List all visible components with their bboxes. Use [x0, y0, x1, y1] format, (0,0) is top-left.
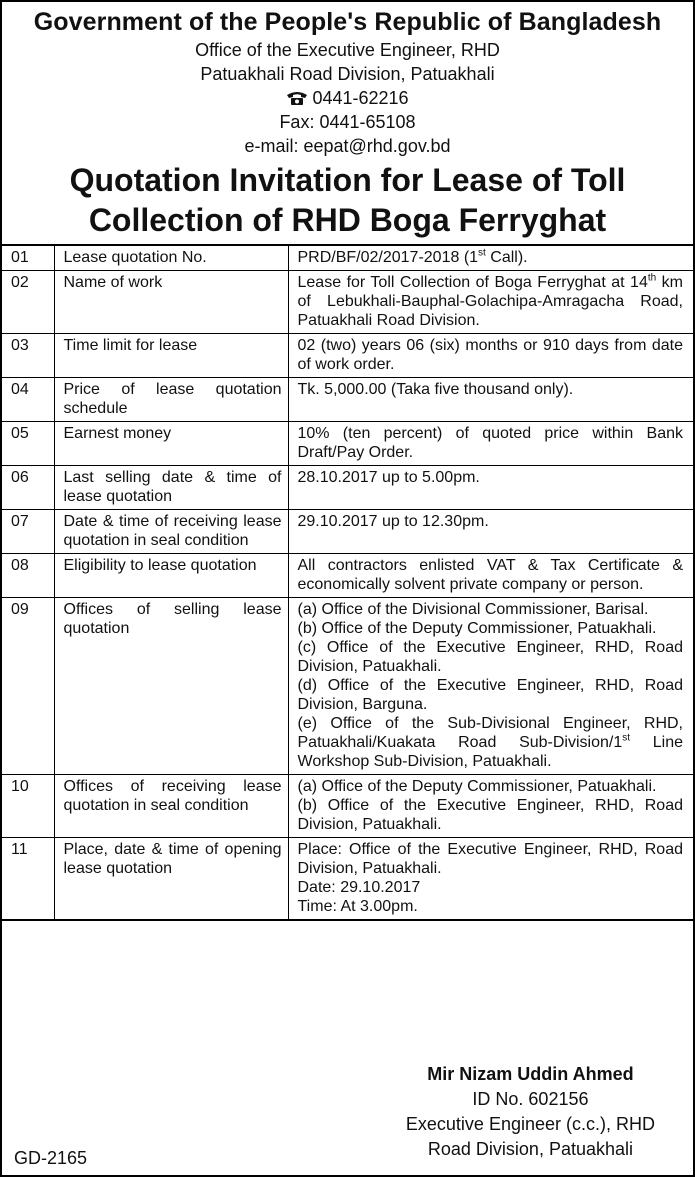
value-text: PRD/BF/02/2017-2018 (1 [297, 249, 479, 266]
table-row [2, 271, 693, 334]
row-value [288, 838, 693, 921]
row-number: 03 [2, 334, 54, 378]
row-label: Last selling date & time of lease quotation [54, 466, 288, 510]
row-label: Eligibility to lease quotation [54, 554, 288, 598]
signatory-id: ID No. 602156 [472, 1089, 589, 1109]
office-item: (b) Office of the Executive Engineer, RHD, Road Division, Patuakhali. [297, 797, 683, 833]
table-row [2, 554, 693, 598]
signatory-office: Road Division, Patuakhali [427, 1139, 634, 1159]
gd-code: GD-2165 [14, 1148, 88, 1168]
government-heading: Government of the People's Republic of Bangladesh [33, 8, 662, 36]
row-label: Offices of selling lease quotation [54, 598, 288, 775]
value-text: km of Lebukhali-Bauphal-Golachipa-Amragacha Road, Patuakhali Road Division. [297, 274, 684, 329]
quotation-table [2, 244, 693, 921]
row-label: Date & time of receiving lease quotation in seal condition [54, 510, 288, 554]
table-row [2, 245, 693, 271]
row-label: Time limit for lease [54, 334, 288, 378]
table-row [2, 422, 693, 466]
office-item: (c) Office of the Executive Engineer, RHD, Road Division, Patuakhali. [297, 639, 683, 675]
notice-title [2, 160, 693, 240]
office-line: Office of the Executive Engineer, RHD [195, 40, 500, 60]
office-item: (a) Office of the Divisional Commissioner, Barisal. [297, 601, 649, 618]
row-label: Place, date & time of opening lease quotation [54, 838, 288, 921]
row-label: Lease quotation No. [54, 245, 288, 271]
value-text: Lease for Toll Collection of Boga Ferryghat at 14 [297, 274, 648, 291]
row-value: All contractors enlisted VAT & Tax Certificate & economically solvent private company or person. [288, 554, 693, 598]
value-text: (e) Office of the Sub-Divisional Engineer, RHD, Patuakhali/Kuakata Road Sub-Division/1 [297, 715, 683, 751]
table-row [2, 378, 693, 422]
row-value: 29.10.2017 up to 12.30pm. [288, 510, 693, 554]
row-number: 08 [2, 554, 54, 598]
division-line: Patuakhali Road Division, Patuakhali [200, 64, 495, 84]
row-number: 11 [2, 838, 54, 921]
row-value [288, 271, 693, 334]
office-item: (b) Office of the Deputy Commissioner, Patuakhali. [297, 620, 657, 637]
office-item [298, 714, 684, 771]
ordinal-suffix: st [478, 247, 486, 259]
row-number: 04 [2, 378, 54, 422]
office-item: (a) Office of the Deputy Commissioner, Patuakhali. [297, 778, 657, 795]
row-number: 07 [2, 510, 54, 554]
table-row [2, 838, 693, 921]
row-number: 09 [2, 598, 54, 775]
email-line: e-mail: eepat@rhd.gov.bd [244, 136, 451, 156]
row-label: Offices of receiving lease quotation in seal condition [54, 775, 288, 838]
signature-block [406, 1062, 655, 1162]
row-number: 06 [2, 466, 54, 510]
office-item: (d) Office of the Executive Engineer, RHD, Road Division, Barguna. [297, 677, 683, 713]
value-text: Line Workshop Sub-Division, Patuakhali. [297, 734, 683, 770]
table-row [2, 466, 693, 510]
row-value [288, 775, 693, 838]
row-number: 01 [2, 245, 54, 271]
ordinal-suffix: st [622, 732, 631, 744]
opening-time: Time: At 3.00pm. [297, 898, 418, 915]
row-label: Earnest money [54, 422, 288, 466]
signatory-name: Mir Nizam Uddin Ahmed [427, 1064, 634, 1084]
opening-date: Date: 29.10.2017 [297, 879, 421, 896]
row-number: 10 [2, 775, 54, 838]
signatory-designation: Executive Engineer (c.c.), RHD [405, 1114, 655, 1134]
table-row [2, 510, 693, 554]
row-value [288, 245, 693, 271]
row-value: 10% (ten percent) of quoted price within Bank Draft/Pay Order. [288, 422, 693, 466]
fax-line: Fax: 0441-65108 [279, 112, 416, 132]
row-value: 28.10.2017 up to 5.00pm. [288, 466, 693, 510]
row-value: Tk. 5,000.00 (Taka five thousand only). [288, 378, 693, 422]
table-row [2, 775, 693, 838]
row-label: Name of work [54, 271, 288, 334]
telephone-icon [286, 90, 308, 106]
row-value: 02 (two) years 06 (six) months or 910 days from date of work order. [288, 334, 693, 378]
table-row [2, 598, 693, 775]
table-row [2, 334, 693, 378]
opening-place: Place: Office of the Executive Engineer, RHD, Road Division, Patuakhali. [297, 841, 683, 877]
row-value [288, 598, 693, 775]
title-line-1: Quotation Invitation for Lease of Toll [69, 162, 626, 198]
phone-line [2, 86, 693, 110]
ordinal-suffix: th [647, 272, 657, 284]
title-line-2: Collection of RHD Boga Ferryghat [88, 202, 607, 238]
phone-number: 0441-62216 [312, 88, 409, 108]
value-text: Call). [485, 249, 528, 266]
row-number: 05 [2, 422, 54, 466]
row-number: 02 [2, 271, 54, 334]
row-label: Price of lease quotation schedule [54, 378, 288, 422]
